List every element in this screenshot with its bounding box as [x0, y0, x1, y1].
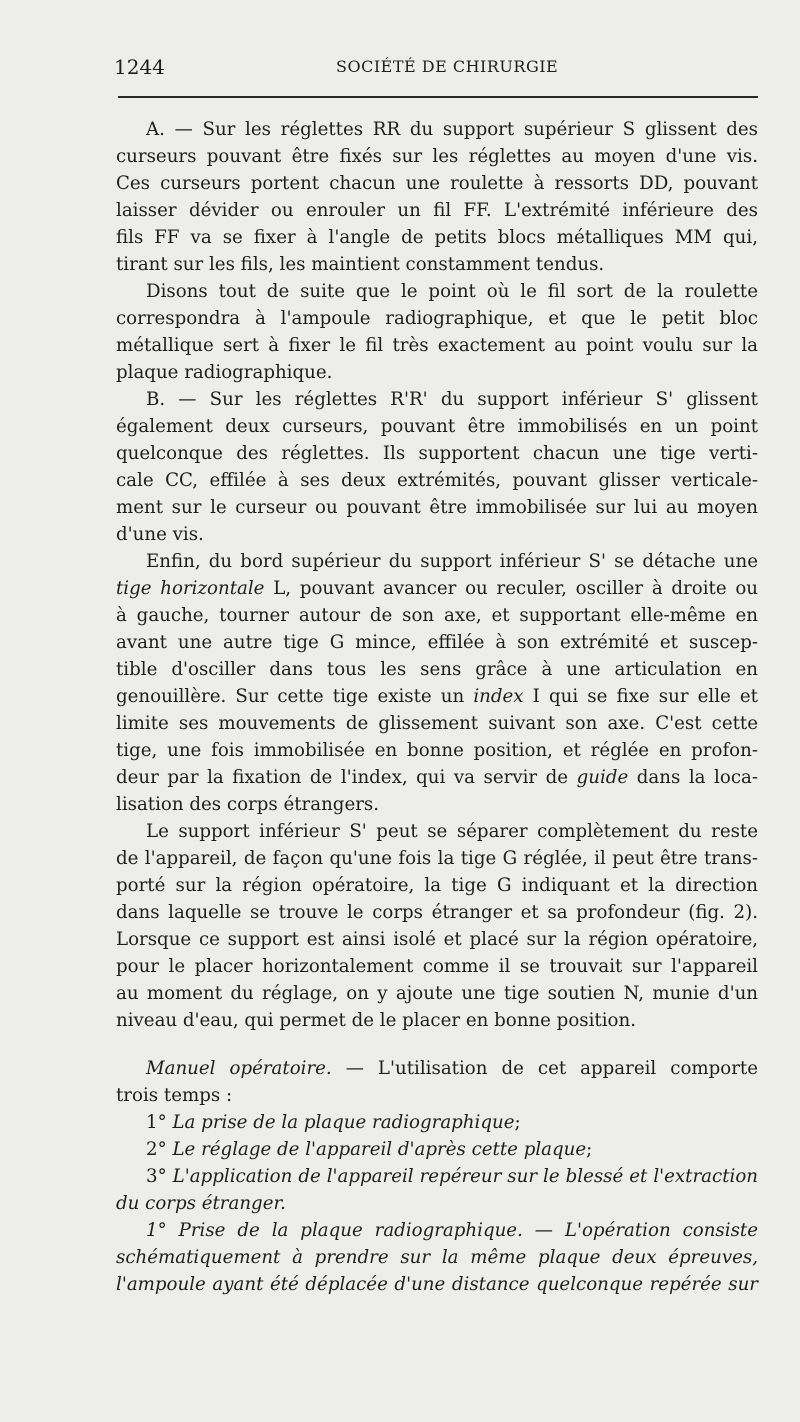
running-header	[114, 55, 756, 83]
step-number: 2°	[146, 1139, 167, 1160]
text-line: avant une autre tige G mince, effilée à son extrémité et suscep-	[116, 632, 758, 653]
text-line: cale CC, effilée à ses deux extrémités, pouvant glisser verticale-	[116, 470, 758, 491]
paragraph-prise-plaque	[116, 1217, 758, 1298]
paragraph-support-superieur	[116, 116, 758, 278]
text-line: B. — Sur les réglettes R'R' du support inférieur S' glissent	[146, 389, 758, 410]
step-text: du corps étranger.	[116, 1193, 286, 1214]
text-line: Enfin, du bord supérieur du support inférieur S' se détache une	[146, 551, 758, 572]
page-number: 1244	[114, 55, 165, 79]
text-line	[116, 1136, 758, 1163]
italic-term: guide	[576, 767, 629, 788]
text-line: également deux curseurs, pouvant être immobilisés en un point	[116, 416, 758, 437]
text-line: d'une vis.	[116, 524, 204, 545]
body-text	[116, 116, 758, 1298]
text-line	[116, 1271, 758, 1298]
text-line: tible d'osciller dans tous les sens grâce à une articulation en	[116, 659, 758, 680]
text-line: curseurs pouvant être fixés sur les réglettes au moyen d'une vis.	[116, 146, 758, 167]
text-line: laisser dévider ou enrouler un fil FF. L'extrémité inférieure des	[116, 200, 758, 221]
text-line: genouillère. Sur cette tige existe un index I qui se fixe sur elle et	[116, 686, 758, 707]
step-2	[116, 1136, 758, 1163]
text-line: niveau d'eau, qui permet de le placer en bonne position.	[116, 1010, 636, 1031]
italic-term: index	[473, 686, 524, 707]
text-line: plaque radiographique.	[116, 362, 333, 383]
italic-term: tige horizontale	[116, 578, 265, 599]
text-line: fils FF va se fixer à l'angle de petits blocs métalliques MM qui,	[116, 227, 758, 248]
text-line: porté sur la région opératoire, la tige G indiquant et la direction	[116, 875, 758, 896]
text-line: tirant sur les fils, les maintient constamment tendus.	[116, 254, 605, 275]
step-text: L'application de l'appareil repéreur sur le blessé et l'extraction	[172, 1166, 758, 1187]
section-intro: — L'utilisation de cet appareil comporte	[331, 1058, 758, 1079]
text-line: deur par la fixation de l'index, qui va servir de guide dans la loca-	[116, 767, 758, 788]
step-tail: ;	[586, 1139, 593, 1160]
italic-text: 1° Prise de la plaque radiographique. — L'opération consiste	[146, 1220, 758, 1241]
step-text: Le réglage de l'appareil d'après cette plaque	[172, 1139, 587, 1160]
paragraph-manuel-operatoire	[116, 1055, 758, 1109]
step-1	[116, 1109, 758, 1136]
italic-text: schématiquement à prendre sur la même plaque deux épreuves,	[116, 1247, 758, 1268]
text-line: à gauche, tourner autour de son axe, et supportant elle-même en	[116, 605, 758, 626]
text-line	[116, 1244, 758, 1271]
text-line: A. — Sur les réglettes RR du support supérieur S glissent des	[146, 119, 758, 140]
step-tail: ;	[514, 1112, 521, 1133]
text-line: lisation des corps étrangers.	[116, 794, 380, 815]
step-3	[116, 1163, 758, 1217]
step-number: 3°	[146, 1166, 167, 1187]
text-line	[116, 1109, 758, 1136]
paragraph-separation-support	[116, 818, 758, 1034]
text-line: Ces curseurs portent chacun une roulette à ressorts DD, pouvant	[116, 173, 758, 194]
text-line: correspondra à l'ampoule radiographique, et que le petit bloc	[116, 308, 758, 329]
text-line: trois temps :	[116, 1085, 233, 1106]
section-heading: Manuel opératoire.	[146, 1058, 332, 1079]
running-title: SOCIÉTÉ DE CHIRURGIE	[336, 57, 559, 76]
step-number: 1°	[146, 1112, 167, 1133]
text-line	[116, 1055, 758, 1082]
text-line: quelconque des réglettes. Ils supportent chacun une tige verti-	[116, 443, 758, 464]
text-line: limite ses mouvements de glissement suivant son axe. C'est cette	[116, 713, 758, 734]
text-line: au moment du réglage, on y ajoute une tige soutien N, munie d'un	[116, 983, 758, 1004]
text-line	[116, 1190, 758, 1217]
text-line: dans laquelle se trouve le corps étranger et sa profondeur (fig. 2).	[116, 902, 758, 923]
text-line: tige, une fois immobilisée en bonne position, et réglée en profon-	[116, 740, 758, 761]
paragraph-tige-horizontale	[116, 548, 758, 818]
paragraph-roulette	[116, 278, 758, 386]
text-line: pour le placer horizontalement comme il se trouvait sur l'appareil	[116, 956, 758, 977]
text-line: Disons tout de suite que le point où le fil sort de la roulette	[146, 281, 758, 302]
text-line: Lorsque ce support est ainsi isolé et placé sur la région opératoire,	[116, 929, 758, 950]
text-line	[116, 1163, 758, 1190]
text-line	[116, 1217, 758, 1244]
italic-text: l'ampoule ayant été déplacée d'une distance quelconque repérée sur	[116, 1274, 758, 1295]
step-text: La prise de la plaque radiographique	[172, 1112, 515, 1133]
text-line: ment sur le curseur ou pouvant être immobilisée sur lui au moyen	[116, 497, 758, 518]
paragraph-support-inferieur	[116, 386, 758, 548]
header-rule	[118, 96, 758, 98]
text-line: de l'appareil, de façon qu'une fois la tige G réglée, il peut être trans-	[116, 848, 758, 869]
text-line: tige horizontale L, pouvant avancer ou reculer, osciller à droite ou	[116, 578, 759, 599]
text-line: métallique sert à fixer le fil très exactement au point voulu sur la	[116, 335, 758, 356]
text-line: Le support inférieur S' peut se séparer complètement du reste	[146, 821, 758, 842]
